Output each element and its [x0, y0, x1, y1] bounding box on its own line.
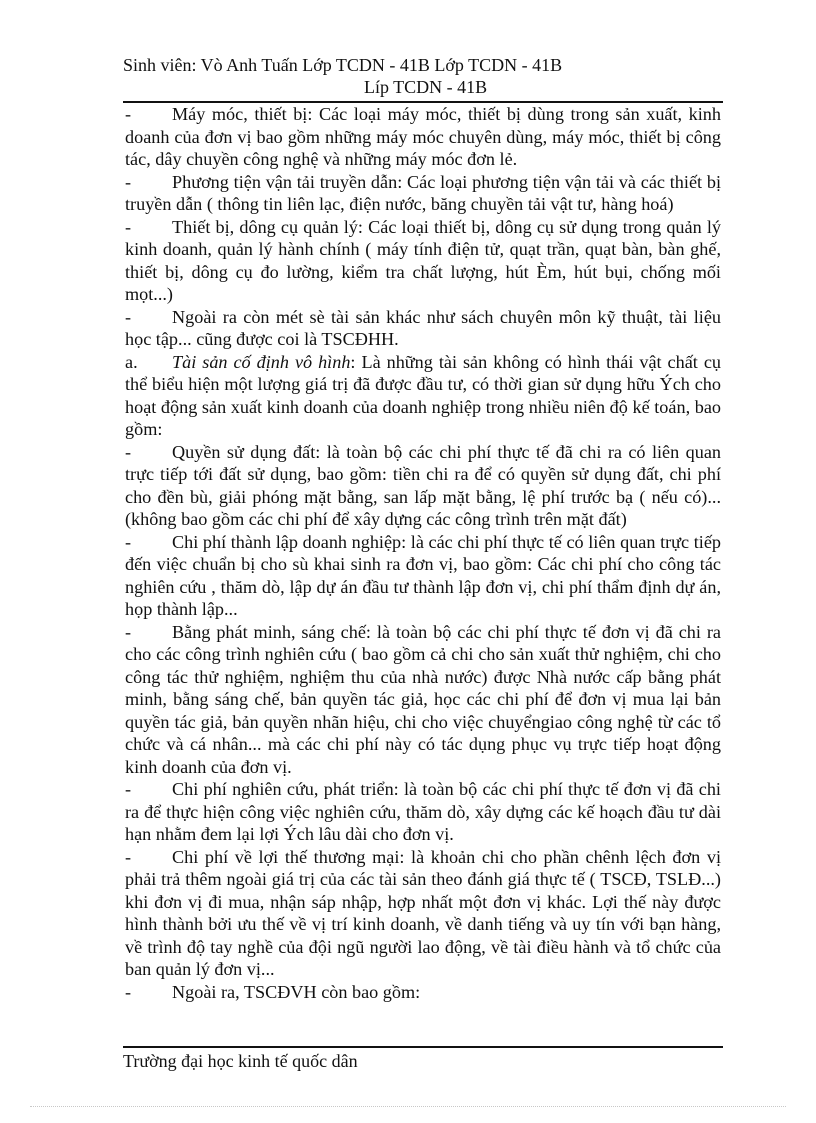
paragraph-text: : Là những tài sản không có hình thái vật chất cụ thể biểu hiện một lượng giá trị đã được đầu tư, có thời gian sử dụng hữu Ých cho hoạt động sản xuất kinh doanh của doanh nghiệp trong nhiều niên độ kế toán, bao gồm: — [125, 351, 721, 439]
list-marker: - — [125, 981, 132, 1002]
paragraph — [125, 441, 721, 531]
paragraph-text: Thiết bị, dông cụ quản lý: Các loại thiết bị, dông cụ sử dụng trong quản lý kinh doanh, quản lý hành chính ( máy tính điện tử, quạt trần, quạt bàn, bàn ghế, thiết bị, dông cụ đo lường, kiểm tra chất lượng, hút Èm, hút bụi, chống mối mọt...) — [125, 216, 721, 304]
header-line-1: Sinh viên: Vò Anh Tuấn Lớp TCDN - 41B Lớp TCDN - 41B — [123, 55, 563, 75]
paragraph — [125, 171, 721, 216]
paragraph-text: Ngoài ra, TSCĐVH còn bao gồm: — [172, 981, 421, 1002]
header-line-2: Líp TCDN - 41B — [364, 77, 488, 97]
list-marker: - — [125, 531, 132, 552]
paragraph — [125, 621, 721, 779]
paragraph — [125, 306, 721, 351]
paragraph — [125, 103, 721, 171]
section-heading-italic: Tài sản cố định vô hình — [172, 351, 351, 372]
footer-rule — [123, 1046, 723, 1048]
list-marker: - — [125, 216, 132, 237]
list-marker: - — [125, 104, 132, 124]
body-text — [125, 103, 721, 1003]
paragraph-text: Máy móc, thiết bị: Các loại máy móc, thiết bị dùng trong sản xuất, kinh doanh của đơn vị bao gồm những máy móc chuyên dùng, máy móc, thiết bị công tác, dây chuyền công nghệ và những máy móc đơn lẻ. — [125, 104, 721, 169]
paragraph-text: Phương tiện vận tải truyền dẫn: Các loại phương tiện vận tải và các thiết bị truyền dẫn ( thông tin liên lạc, điện nước, băng chuyền tải vật tư, hàng hoá) — [125, 171, 721, 214]
list-marker: - — [125, 846, 132, 867]
paragraph-text: Chi phí thành lập doanh nghiệp: là các chi phí thực tế có liên quan trực tiếp đến việc chuẩn bị cho sù khai sinh ra đơn vị, bao gồm: Các chi phí cho công tác nghiên cứu , thăm dò, lập dự án đầu tư thành lập đơn vị, chi phí thẩm định dự án, họp thành lập... — [125, 531, 721, 619]
paragraph — [125, 351, 721, 441]
page-header — [123, 54, 723, 98]
paragraph — [125, 981, 721, 1004]
page-footer: Trường đại học kinh tế quốc dân — [123, 1051, 358, 1071]
page-edge-dotted-line — [30, 1106, 786, 1107]
paragraph-text: Bằng phát minh, sáng chế: là toàn bộ các chi phí thực tế đơn vị đã chi ra cho các công trình nghiên cứu ( bao gồm cả chi cho sản xuất thử nghiệm, chi cho công tác thử nghiệm, nghiệm thu của nhà nước) được Nhà nước cấp bằng phát minh, bằng sáng chế, bản quyền tác giả, học các chi phí để đơn vị mua lại bản quyền tác giả, bản quyền nhãn hiệu, chi cho việc chuyểngiao công nghệ từ các tổ chức và cá nhân... mà các chi phí này có tác dụng phục vụ trực tiếp hoạt động kinh doanh của đơn vị. — [125, 621, 721, 777]
list-marker: - — [125, 306, 132, 327]
list-marker: - — [125, 779, 132, 799]
paragraph-text: Quyền sử dụng đất: là toàn bộ các chi phí thực tế đã chi ra có liên quan trực tiếp tới đất sử dụng, bao gồm: tiền chi ra để có quyền sử dụng đất, chi phí cho đền bù, giải phóng mặt bằng, san lấp mặt bằng, lệ phí trước bạ ( nếu có)... (không bao gồm các chi phí để xây dựng các công trình trên mặt đất) — [125, 441, 721, 529]
list-marker: - — [125, 171, 132, 192]
paragraph — [125, 216, 721, 306]
paragraph — [125, 531, 721, 621]
paragraph-text: Chi phí về lợi thế thương mại: là khoản chi cho phần chênh lệch đơn vị phải trả thêm ngoài giá trị của các tài sản theo đánh giá thực tế ( TSCĐ, TSLĐ...) khi đơn vị đi mua, nhận sáp nhập, hợp nhất một đơn vị khác. Lợi thế này được hình thành bởi ưu thế về vị trí kinh doanh, về danh tiếng và uy tín với bạn hàng, về trình độ tay nghề của đội ngũ người lao động, về tài điều hành và tổ chức của ban quản lý đơn vị... — [125, 846, 721, 979]
paragraph-text: Ngoài ra còn mét sè tài sản khác như sách chuyên môn kỹ thuật, tài liệu học tập... cũng được coi là TSCĐHH. — [125, 306, 721, 349]
paragraph-text: Chi phí nghiên cứu, phát triển: là toàn bộ các chi phí thực tế đơn vị đã chi ra để thực hiện công việc nghiên cứu, thăm dò, xây dựng các kế hoạch đầu tư dài hạn nhằm đem lại lợi Ých lâu dài cho đơn vị. — [125, 779, 721, 844]
list-marker: - — [125, 441, 132, 462]
paragraph — [125, 846, 721, 981]
paragraph — [125, 778, 721, 846]
list-marker: a. — [125, 351, 138, 372]
list-marker: - — [125, 621, 132, 642]
